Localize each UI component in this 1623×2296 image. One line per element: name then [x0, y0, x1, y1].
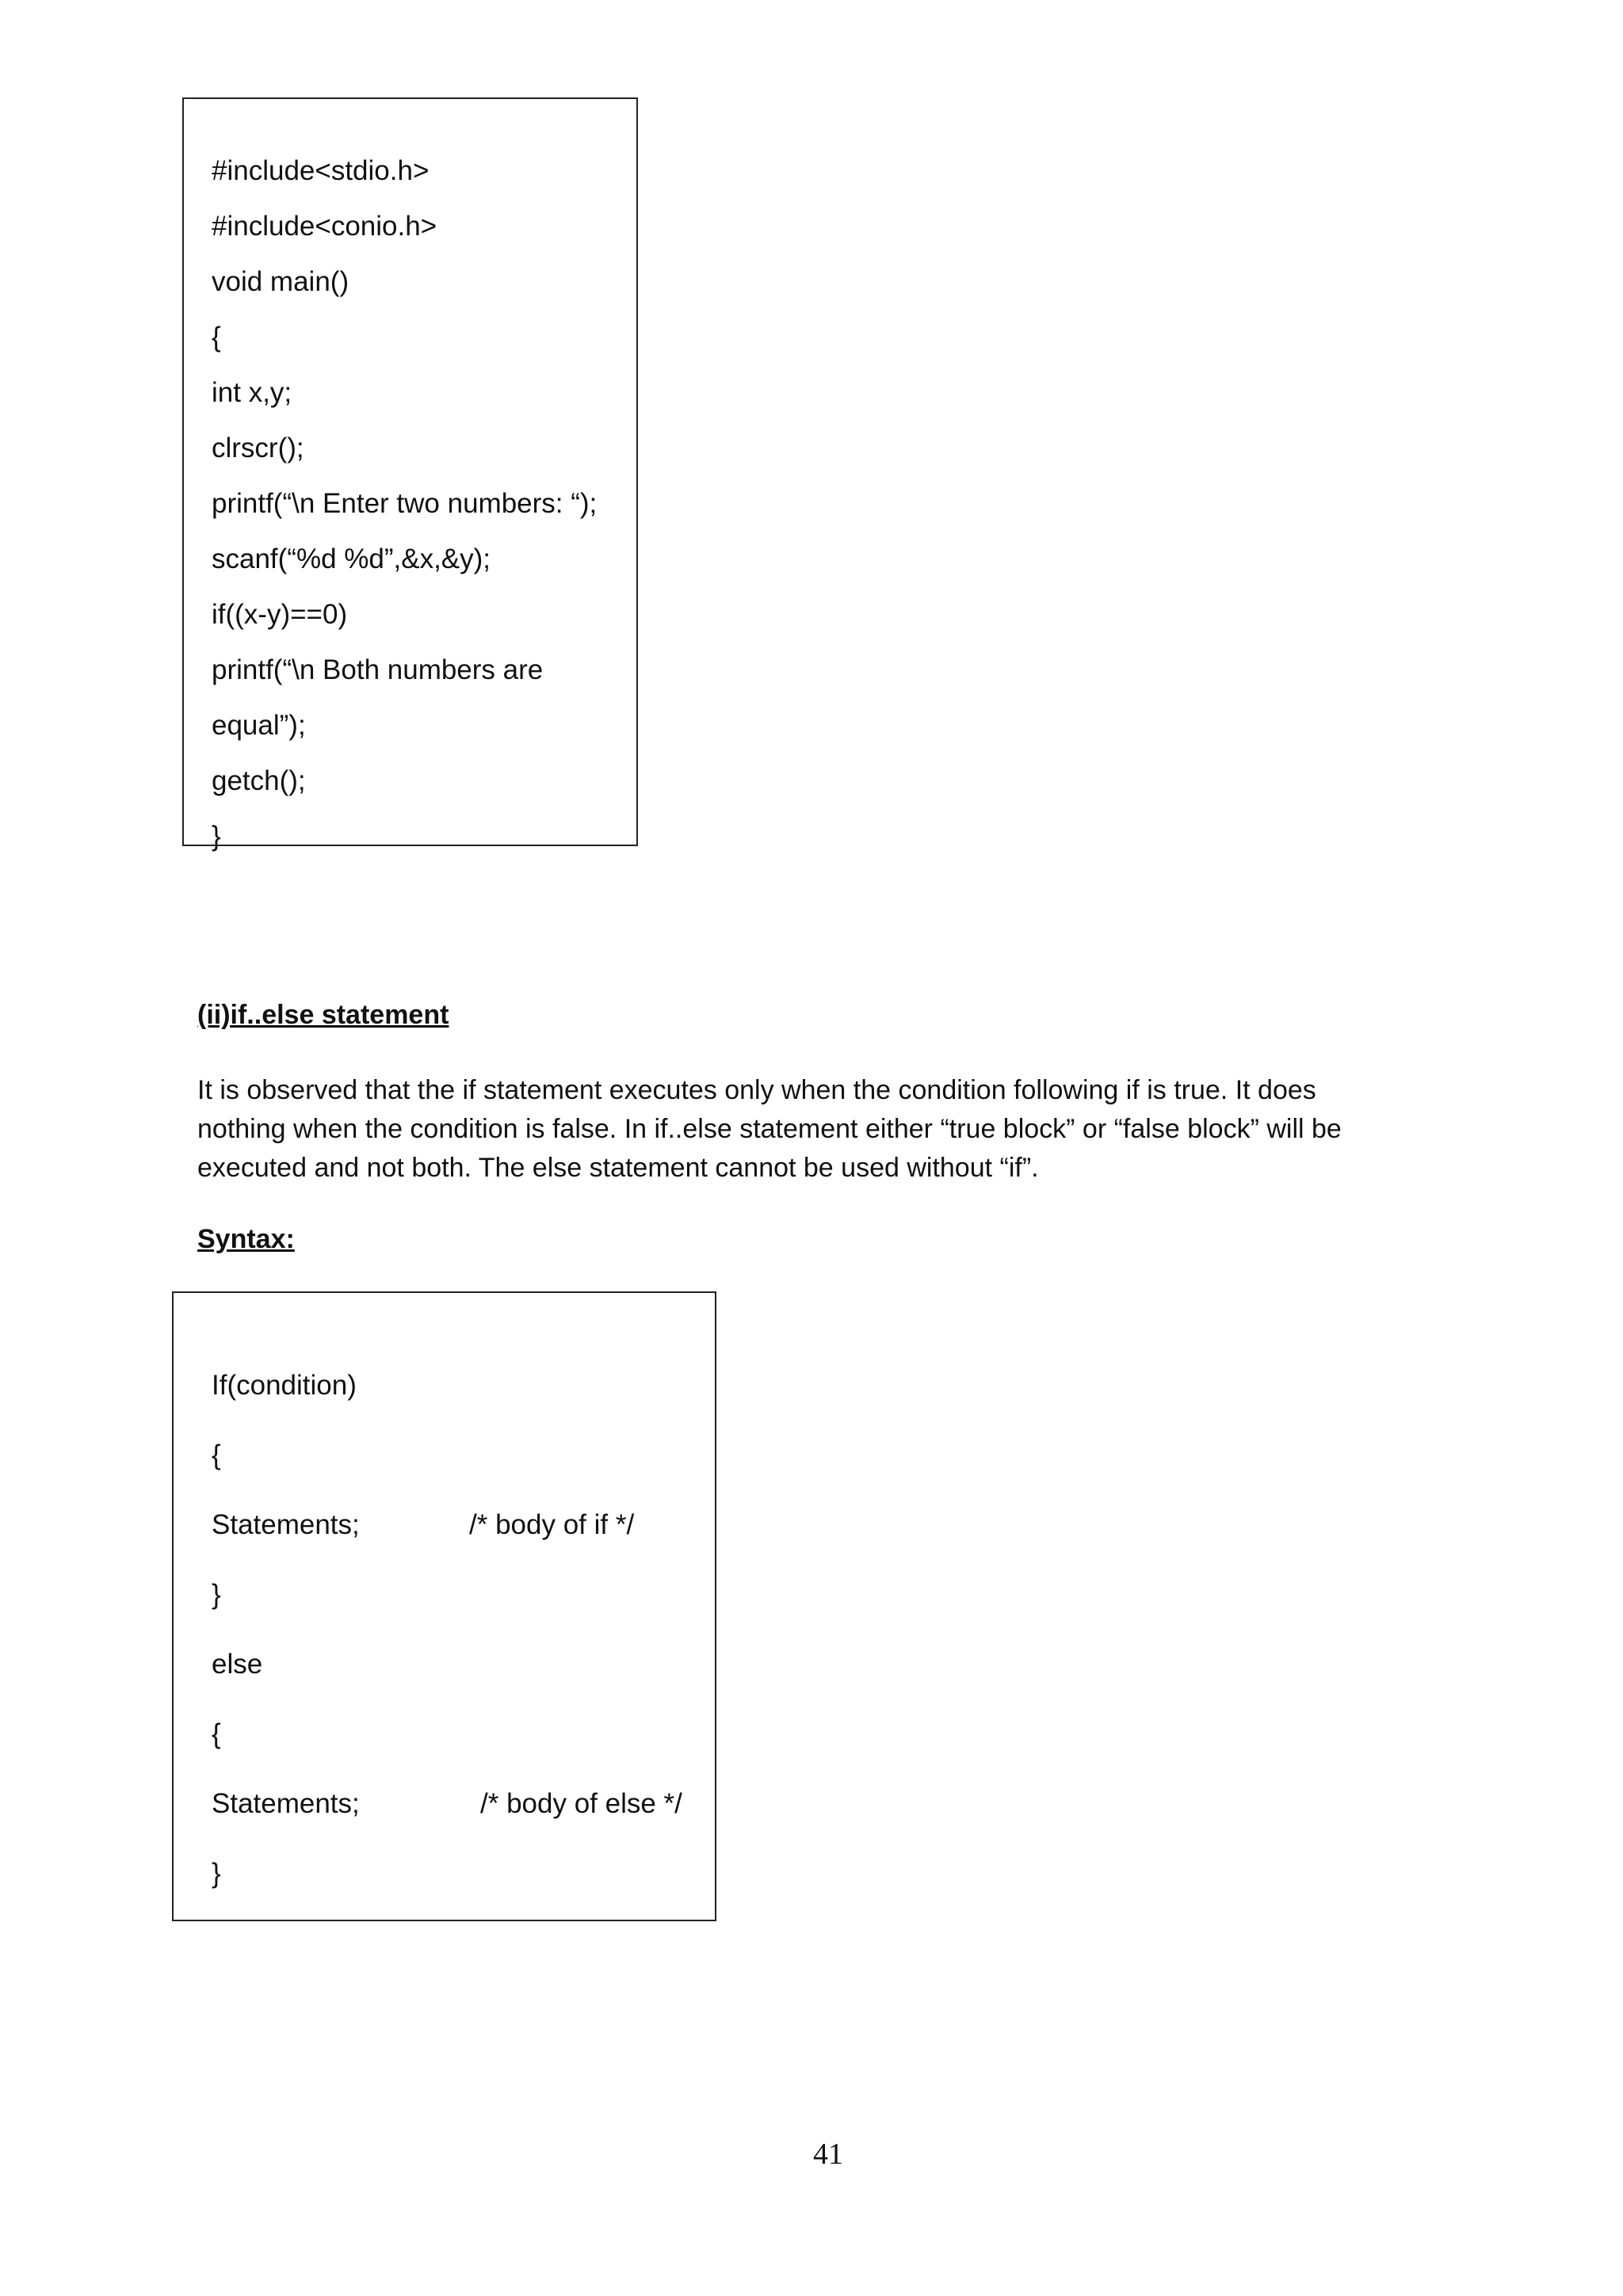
code-line: #include<conio.h>: [212, 211, 437, 242]
code-line: printf(“\n Enter two numbers: “);: [212, 488, 598, 519]
code-comment-else: /* body of else */: [480, 1788, 682, 1819]
paragraph-line: executed and not both. The else statement cannot be used without “if”.: [197, 1153, 1039, 1183]
code-block-1: [182, 97, 638, 852]
paragraph-line: It is observed that the if statement executes only when the condition following if is true. It does: [197, 1075, 1316, 1105]
code-line: If(condition): [212, 1370, 357, 1401]
code-line: printf(“\n Both numbers are: [212, 654, 544, 685]
code-line: }: [212, 1579, 221, 1610]
code-line: {: [212, 1440, 221, 1470]
code-line: Statements;: [212, 1509, 360, 1540]
code-line: if((x-y)==0): [212, 599, 348, 630]
code-line: }: [212, 821, 221, 852]
code-line: equal”);: [212, 710, 306, 741]
code-line: void main(): [212, 266, 349, 297]
body-paragraph: [197, 1071, 1449, 1188]
page-number: 41: [813, 2138, 843, 2171]
code-line: {: [212, 1718, 221, 1749]
code-block-2: [172, 1291, 716, 1921]
code-line: getch();: [212, 765, 306, 796]
syntax-heading: Syntax:: [197, 1224, 295, 1254]
code-line: int x,y;: [212, 377, 292, 408]
code-line: Statements;: [212, 1788, 360, 1819]
code-line: #include<stdio.h>: [212, 155, 430, 186]
code-line: else: [212, 1649, 263, 1680]
code-line: clrscr();: [212, 433, 304, 463]
code-comment-if: /* body of if */: [469, 1509, 635, 1540]
paragraph-line: nothing when the condition is false. In if..else statement either “true block” or “false block” will be: [197, 1114, 1342, 1144]
code-line: scanf(“%d %d”,&x,&y);: [212, 543, 491, 574]
code-line: {: [212, 322, 221, 353]
code-line: }: [212, 1858, 221, 1889]
section-heading: (ii)if..else statement: [197, 1000, 449, 1030]
